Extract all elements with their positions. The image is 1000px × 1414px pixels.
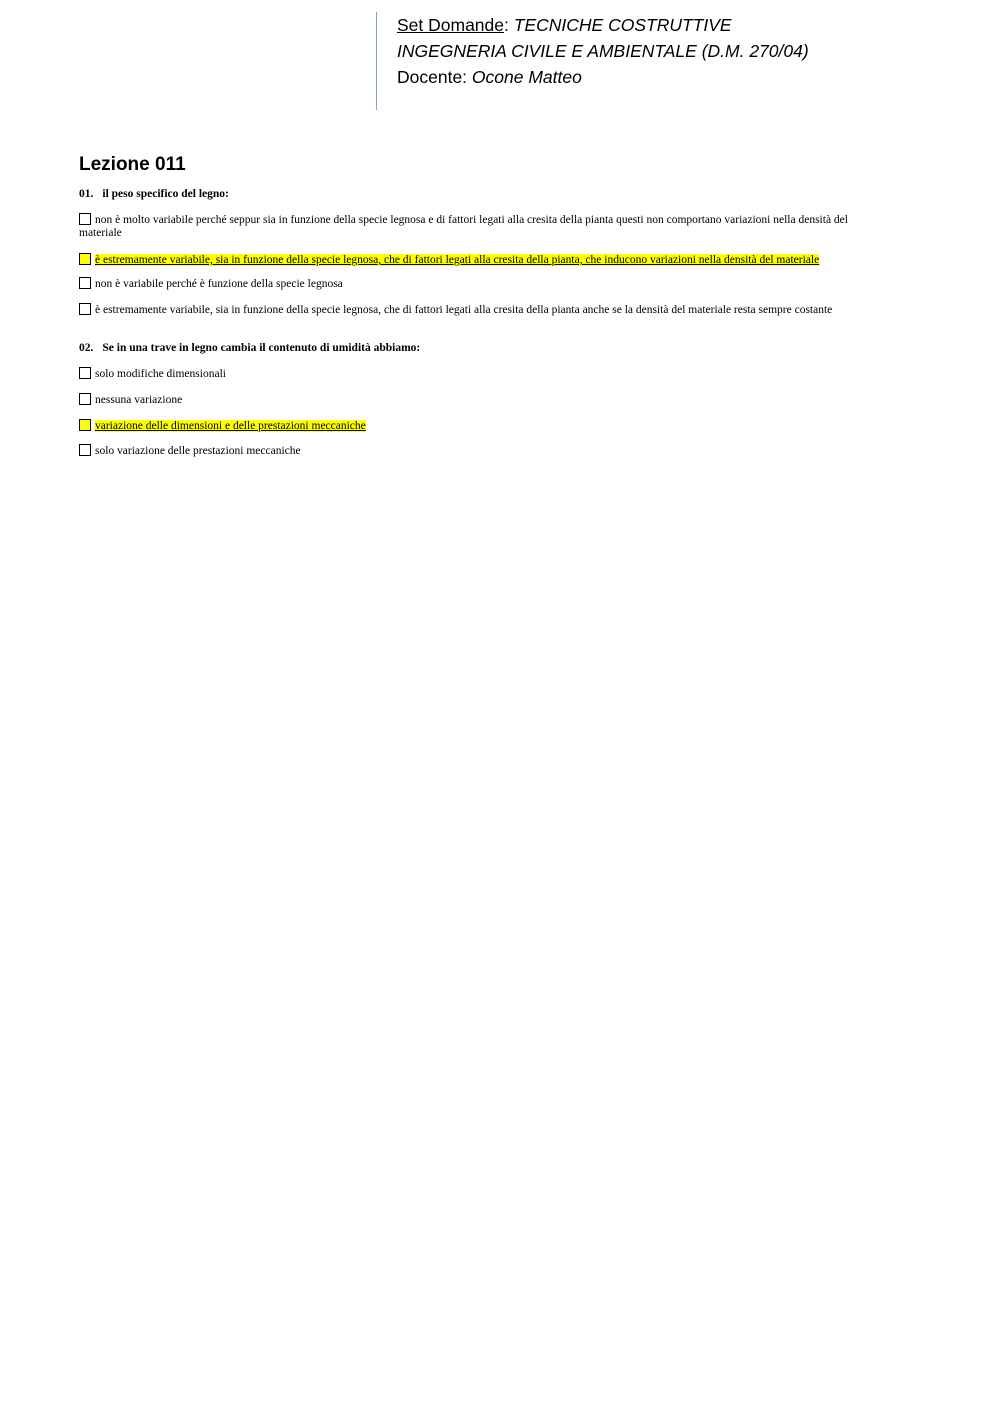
teacher-name: Ocone Matteo <box>471 67 582 87</box>
checkbox[interactable] <box>79 419 91 431</box>
checkbox[interactable] <box>79 303 91 315</box>
lesson-title: Lezione 011 <box>79 154 186 175</box>
option-text: è estremamente variabile, sia in funzione della specie legnosa, che di fattori legati alla cresita della pianta anche se la densità del materiale resta sempre costante <box>95 304 833 316</box>
teacher-label: Docente: <box>397 67 468 87</box>
question-1 <box>79 188 229 200</box>
checkbox[interactable] <box>79 277 91 289</box>
option-2-2[interactable] <box>79 393 879 407</box>
option-1-4[interactable] <box>79 303 879 317</box>
course-line1: TECNICHE COSTRUTTIVE <box>513 15 732 35</box>
course-line2: INGEGNERIA CIVILE E AMBIENTALE (D.M. 270/04) <box>397 41 809 61</box>
option-1-3[interactable] <box>79 277 879 291</box>
option-2-4[interactable] <box>79 444 879 458</box>
set-colon: : <box>504 15 509 35</box>
checkbox[interactable] <box>79 367 91 379</box>
question-text: il peso specifico del legno: <box>102 188 229 200</box>
question-2 <box>79 342 420 354</box>
checkbox[interactable] <box>79 393 91 405</box>
option-text: solo variazione delle prestazioni meccaniche <box>95 445 301 457</box>
option-2-3[interactable] <box>79 419 879 433</box>
set-label: Set Domande <box>397 15 505 35</box>
teacher-line <box>397 64 809 90</box>
option-text: nessuna variazione <box>95 394 183 406</box>
option-1-2[interactable] <box>79 253 879 267</box>
checkbox[interactable] <box>79 213 91 225</box>
checkbox[interactable] <box>79 253 91 265</box>
document-header <box>376 12 809 110</box>
option-2-1[interactable] <box>79 367 879 381</box>
option-text: solo modifiche dimensionali <box>95 368 226 380</box>
question-number: 01. <box>79 188 94 200</box>
option-text: non è molto variabile perché seppur sia in funzione della specie legnosa e di fattori legati alla cresita della pianta questi non comportano variazioni nella densità del materiale <box>79 214 848 239</box>
option-text: non è variabile perché è funzione della specie legnosa <box>95 278 343 290</box>
question-text: Se in una trave in legno cambia il contenuto di umidità abbiamo: <box>102 342 421 354</box>
question-number: 02. <box>79 342 94 354</box>
option-text: è estremamente variabile, sia in funzione della specie legnosa, che di fattori legati alla cresita della pianta, che inducono variazioni nella densità del materiale <box>95 254 820 266</box>
set-line <box>397 12 809 38</box>
checkbox[interactable] <box>79 444 91 456</box>
option-1-1[interactable] <box>79 213 879 240</box>
option-text: variazione delle dimensioni e delle prestazioni meccaniche <box>95 420 366 432</box>
